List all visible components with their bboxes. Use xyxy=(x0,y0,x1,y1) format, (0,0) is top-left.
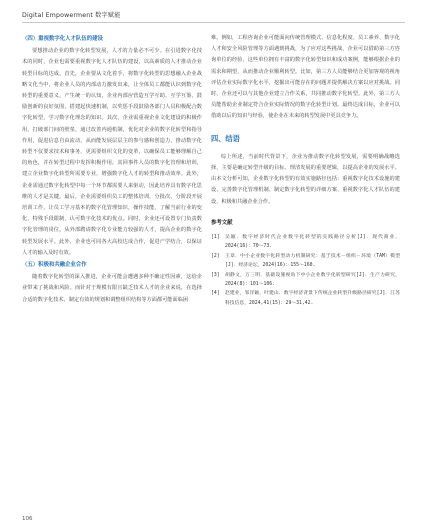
page-number: 106 xyxy=(22,516,33,522)
reference-item xyxy=(211,271,400,290)
references-list xyxy=(211,233,400,308)
reference-number: [3] xyxy=(211,272,220,278)
right-column xyxy=(211,33,400,308)
running-header: Digital Empowerment 数字赋能 xyxy=(22,12,121,19)
header-divider xyxy=(22,22,405,23)
paragraph-cooperation: 随着数字化转型的深入推进，企业可能会遭遇多种不确定性因素，这给企业带来了挑战和风险。而针对于规模有限且缺乏技术人才的企业来说，在选择合适的数字化技术，制定有效的规划和调整组织结构等方面都可能面临困 xyxy=(22,274,202,303)
reference-item xyxy=(211,252,400,271)
reference-item xyxy=(211,289,400,308)
reference-text: 吴颖．数字经济时代企业数字化转型的实践路径分析[J]．现代商业，2024(16)：70～73. xyxy=(225,235,400,250)
references-title: 参考文献 xyxy=(211,219,233,226)
paragraph-talent: 要想推动企业的数字化转型发展，人才的力量必不可少。在引进数字化技术的同时，企业也需要重视数字化人才队伍的建设，以高素质的人才推动企业转型目标的达成。首先，企业要从文化着手，将数字化转型的思想融入企业战略文化当中，将企业人员的内部动力激发出来，让全体员工都能认识到数字化转型的重要意义，产生统一的认知，企业内部应营造互学互助、互学互鉴、鼓励创新的良好氛围，搭建起快速机制，以奖惩手段鼓励各部门人员积极配合数字化转型，学习数字化理念的知识。其次，企业需重视企业文化建设的积极作用，打破部门间的壁垒，通过改善内通机制，优化对企业的数字化转型和指导作用，促进信息自由流动，从而能发展层层主的参与感和创造力，推动数字化转型不仅要求技术和事务，更需要组织文化的变革，以确保员工能够理解自己的角色，并在转型过程中发挥积极作用。其回事件人员的数字化管理和培训，建立企业数字化转型所需要专业，增强数字化人才的转型和推动效率。此外，企业需通过数字化转型中每一个环节都需要人来驱动，因此培养具有数字化思维的人才是关键。最后，企业需要组织员工的整体培训，分批次、分阶段开展培训工作，让员工学习基本的数字化管理知识，操作技能，了解当前行业的变化，特殊手段限制，认可数字化技术的优点。同时，企业还可设置专门负责数字化管理的岗位，从外部聘请数字化专业能力较强的人才，提高企业的数字化转型发展水平。此外，企业也可同各大高校达成合作，促进产学结合，以保证人才的输入及时有效。 xyxy=(22,48,202,256)
reference-number: [4] xyxy=(211,291,220,297)
reference-text: 胡静文，万三明．基础设施视角下中小企业数字化转型研究[J]．生产力研究，2024(8)：101～106. xyxy=(225,272,400,288)
section-heading-cooperation: （五）积极和共融企业合作 xyxy=(22,262,87,269)
reference-text: 王章．中小企业数字化转型动力机制研究：基于技术－组织－环境（TAM）模型[J]．经济论坛，2024(16)：155～160. xyxy=(225,253,400,269)
paragraph-conclusion: 综上所述，当前时代背景下，企业为推动数字化转型发展，需要明确战略选择，主要是确定转型升级的目标、理清发展的重要逻辑，以提高企业的发展水平。由本文分析可知，企业数字化转型的有效实施路径包括：重视数字化技术设施的建设、完善数字化管理机制、制定数字化转型的详细方案、重视数字化人才队伍的建设，积极和共融企业合作。 xyxy=(211,153,400,205)
reference-item xyxy=(211,233,400,252)
left-column xyxy=(22,33,202,306)
reference-number: [1] xyxy=(211,235,220,241)
reference-text: 赵建业，邹洋颖，叶建山．数字经济背景下传统企业转型升级路径研究[J]．江苏科技信息，2024,41(15)：29～31,42. xyxy=(225,291,400,306)
reference-number: [2] xyxy=(211,253,220,259)
paragraph-continuation: 难。例如，工程咨询企业可能面向传统管理模式、信息化程度、员工素养、数字化人才和安全风险管理等方面遇到挑战，为了应对这些挑战，企业可以借助第三方咨询单位的经验，这些单位拥有丰富的数字化转型知识和成功案例，能够根据企业的需求和期望，从而推动企业顺利转型。比如，第三方人员能够结合更加客观的视角评估企业实际数字化水平，挖掘出可能存在的问题并提供解决方案以应对挑战。同时，企业还可以与其他企业建立合作关系，共同推动数字化转型。此外，第三方人员能帮助企业制定符合企业实际情况的数字化转型计划。最终达成目标，企业可以借助以后的知识与经验，使企业在未来的转型发展中更具竞争力。 xyxy=(211,35,400,120)
section-heading-conclusion: 四、结语 xyxy=(211,133,240,143)
section-heading-talent: （四）重视数字化人才队伍的建设 xyxy=(22,36,103,42)
